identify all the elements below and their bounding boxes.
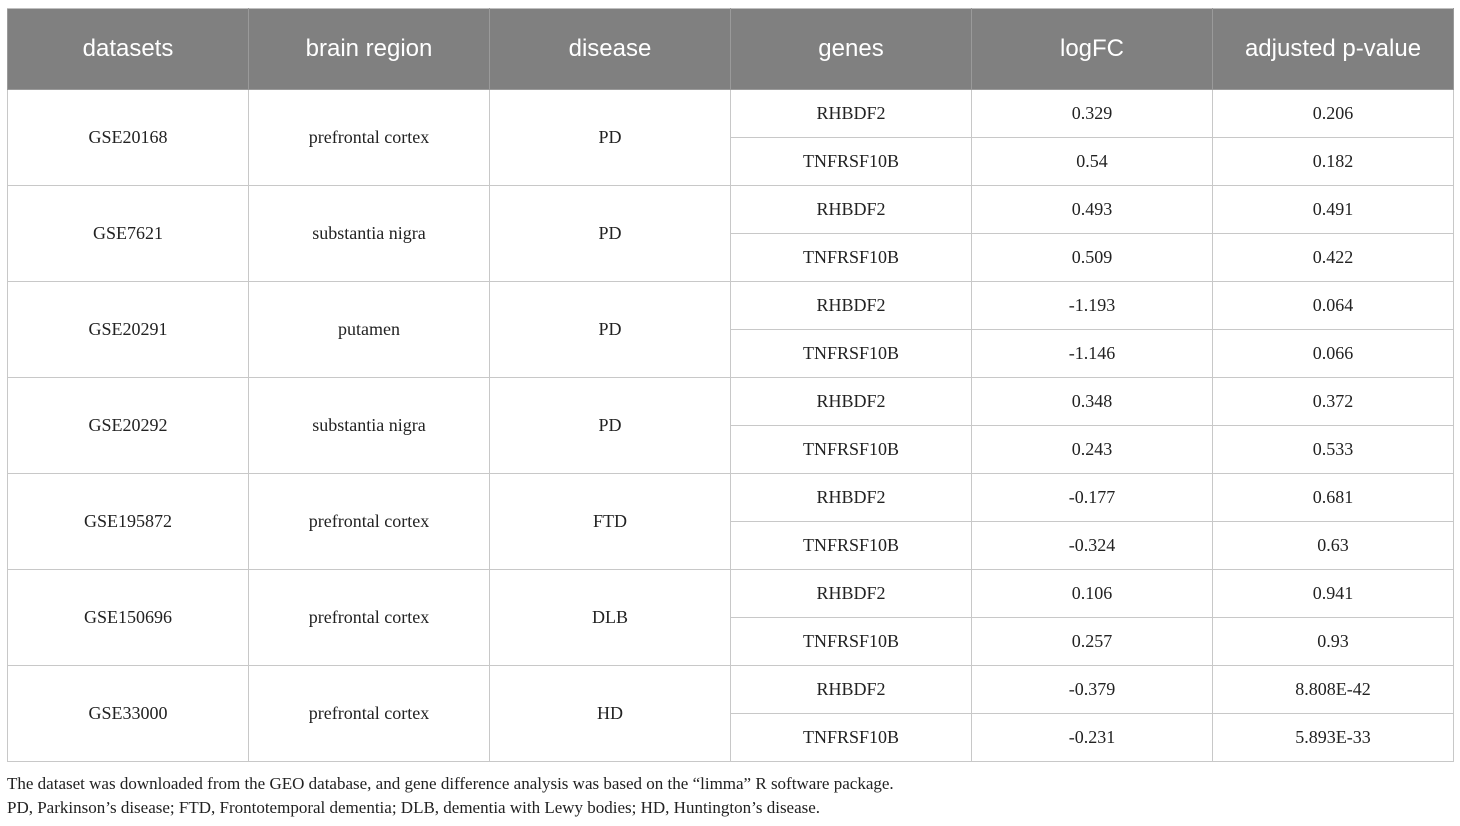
disease-cell: DLB [490,570,731,666]
padj-cell: 0.066 [1213,330,1454,378]
results-table-container [7,8,1453,762]
padj-cell: 0.206 [1213,90,1454,138]
dataset-cell: GSE20291 [8,282,249,378]
logfc-cell: 0.54 [972,138,1213,186]
gene-cell: TNFRSF10B [731,714,972,762]
table-header [8,9,1454,90]
table-row [8,90,1454,138]
dataset-cell: GSE33000 [8,666,249,762]
table-row [8,474,1454,522]
logfc-cell: 0.106 [972,570,1213,618]
logfc-cell: -0.231 [972,714,1213,762]
table-body [8,90,1454,762]
padj-cell: 0.941 [1213,570,1454,618]
padj-cell: 0.533 [1213,426,1454,474]
dataset-cell: GSE195872 [8,474,249,570]
header-row [8,9,1454,90]
logfc-cell: -0.379 [972,666,1213,714]
logfc-cell: -0.177 [972,474,1213,522]
logfc-cell: 0.509 [972,234,1213,282]
table-row [8,570,1454,618]
gene-cell: RHBDF2 [731,186,972,234]
dataset-cell: GSE7621 [8,186,249,282]
dataset-cell: GSE20168 [8,90,249,186]
logfc-cell: -1.193 [972,282,1213,330]
brain-region-cell: putamen [249,282,490,378]
gene-cell: TNFRSF10B [731,234,972,282]
padj-cell: 0.93 [1213,618,1454,666]
header-brain-region: brain region [249,9,490,90]
gene-cell: TNFRSF10B [731,618,972,666]
gene-cell: RHBDF2 [731,282,972,330]
brain-region-cell: prefrontal cortex [249,570,490,666]
gene-cell: RHBDF2 [731,474,972,522]
brain-region-cell: prefrontal cortex [249,666,490,762]
logfc-cell: 0.348 [972,378,1213,426]
gene-cell: RHBDF2 [731,90,972,138]
padj-cell: 8.808E-42 [1213,666,1454,714]
brain-region-cell: substantia nigra [249,378,490,474]
header-genes: genes [731,9,972,90]
brain-region-cell: prefrontal cortex [249,474,490,570]
padj-cell: 0.422 [1213,234,1454,282]
brain-region-cell: prefrontal cortex [249,90,490,186]
padj-cell: 0.182 [1213,138,1454,186]
table-row [8,378,1454,426]
gene-cell: TNFRSF10B [731,138,972,186]
footnote-method: The dataset was downloaded from the GEO database, and gene difference analysis was based on the “limma” R software package. [7,774,894,793]
logfc-cell: -1.146 [972,330,1213,378]
dataset-cell: GSE20292 [8,378,249,474]
logfc-cell: 0.243 [972,426,1213,474]
padj-cell: 0.491 [1213,186,1454,234]
gene-cell: RHBDF2 [731,570,972,618]
padj-cell: 0.064 [1213,282,1454,330]
table-row [8,666,1454,714]
footnote-abbreviations: PD, Parkinson’s disease; FTD, Frontotemporal dementia; DLB, dementia with Lewy bodies; HD, Huntington’s disease. [7,798,821,817]
padj-cell: 0.372 [1213,378,1454,426]
padj-cell: 0.63 [1213,522,1454,570]
disease-cell: PD [490,378,731,474]
disease-cell: PD [490,186,731,282]
gene-cell: TNFRSF10B [731,426,972,474]
header-datasets: datasets [8,9,249,90]
gene-cell: RHBDF2 [731,666,972,714]
header-logfc: logFC [972,9,1213,90]
brain-region-cell: substantia nigra [249,186,490,282]
logfc-cell: 0.257 [972,618,1213,666]
table-footnotes [7,772,1453,820]
gene-cell: RHBDF2 [731,378,972,426]
padj-cell: 5.893E-33 [1213,714,1454,762]
dataset-cell: GSE150696 [8,570,249,666]
logfc-cell: -0.324 [972,522,1213,570]
padj-cell: 0.681 [1213,474,1454,522]
disease-cell: HD [490,666,731,762]
disease-cell: FTD [490,474,731,570]
table-row [8,282,1454,330]
results-table [7,8,1454,762]
header-adjusted-p-value: adjusted p-value [1213,9,1454,90]
logfc-cell: 0.493 [972,186,1213,234]
disease-cell: PD [490,90,731,186]
table-row [8,186,1454,234]
disease-cell: PD [490,282,731,378]
gene-cell: TNFRSF10B [731,330,972,378]
header-disease: disease [490,9,731,90]
logfc-cell: 0.329 [972,90,1213,138]
gene-cell: TNFRSF10B [731,522,972,570]
